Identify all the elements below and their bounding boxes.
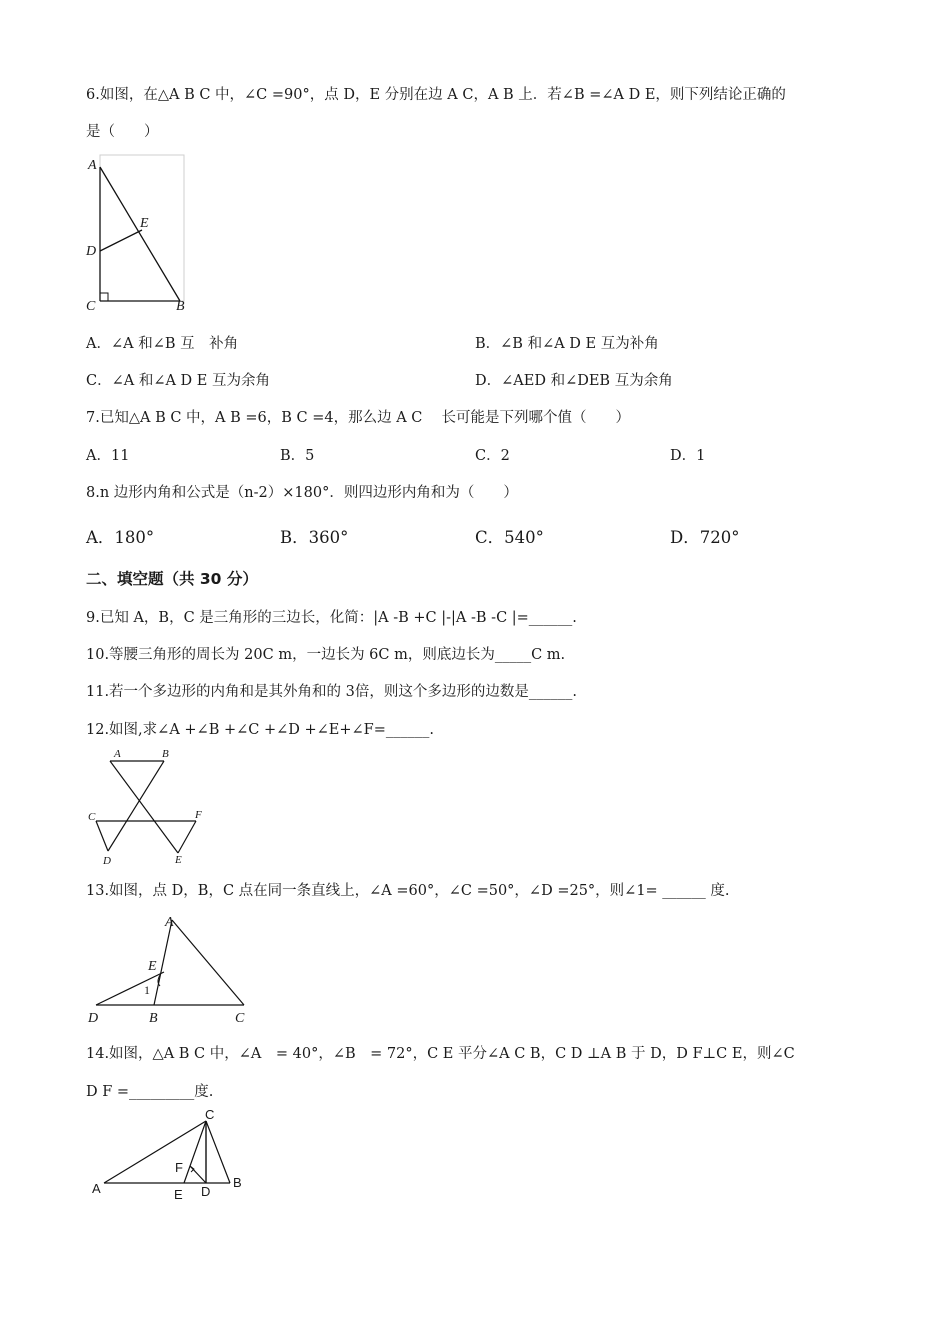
q12-segment-FE [178, 821, 196, 853]
q14-bisector-CE [184, 1121, 206, 1183]
q6-label-C: C [86, 299, 96, 314]
q12-figure [86, 745, 216, 870]
q6-option-a: A．∠A 和∠B 互 补角 [86, 336, 239, 352]
q6-option-b: B．∠B 和∠A D E 互为补角 [475, 336, 659, 352]
q12-label-E: E [175, 854, 182, 866]
q9-stem: 9.已知 A，B，C 是三角形的三边长，化简：|A -B +C |-|A -B -C |=______. [86, 610, 577, 626]
q6-figure [86, 155, 196, 315]
q6-option-c: C．∠A 和∠A D E 互为余角 [86, 373, 270, 389]
section2-heading: 二、填空题（共 30 分） [86, 570, 258, 588]
q14-stem-line1: 14.如图，△A B C 中，∠A = 40°，∠B = 72°，C E 平分∠A C B，C D ⊥A B 于 D，D F⊥C E，则∠C [86, 1046, 795, 1062]
q14-figure [86, 1107, 256, 1205]
q12-stem: 12.如图,求∠A +∠B +∠C +∠D +∠E+∠F=______. [86, 722, 434, 738]
q11-stem: 11.若一个多边形的内角和是其外角和的 3倍，则这个多边形的边数是______. [86, 684, 578, 700]
q6-label-A: A [88, 158, 97, 173]
q8-option-c: C．540° [475, 528, 544, 547]
q13-label-1: 1 [144, 983, 150, 997]
q7-option-d: D．1 [670, 448, 706, 464]
q14-label-E: E [174, 1187, 183, 1202]
q13-figure [86, 912, 256, 1027]
q14-label-D: D [201, 1184, 211, 1199]
q13-label-B: B [149, 1011, 158, 1026]
q14-segment-DF [190, 1166, 206, 1183]
q6-option-d: D．∠AED 和∠DEB 互为余角 [475, 373, 673, 389]
q7-stem: 7.已知△A B C 中，A B =6，B C =4，那么边 A C 长可能是下列哪个值（ ） [86, 410, 630, 426]
q8-option-d: D．720° [670, 528, 740, 547]
q8-stem: 8.n 边形内角和公式是（n-2）×180°．则四边形内角和为（ ） [86, 485, 518, 501]
q14-label-B: B [233, 1175, 242, 1190]
q12-label-C: C [88, 811, 96, 823]
q14-label-F: F [175, 1160, 183, 1175]
q6-segment-DE [100, 230, 142, 251]
q12-segment-CD [96, 821, 108, 851]
q6-stem-line2: 是（ ） [86, 124, 159, 140]
q13-label-E: E [148, 959, 157, 974]
q13-segment-AC [172, 920, 244, 1005]
q12-segment-AE [110, 761, 178, 853]
q6-right-angle-mark [100, 293, 108, 301]
q14-side-CB [206, 1121, 230, 1183]
q6-side-AB [100, 167, 180, 301]
q13-label-D: D [88, 1011, 99, 1026]
q13-segment-AB [154, 920, 172, 1005]
q7-option-a: A．11 [86, 448, 130, 464]
q14-label-C: C [205, 1107, 215, 1122]
q6-label-B: B [176, 299, 185, 314]
q14-label-A: A [92, 1181, 101, 1196]
q12-label-D: D [103, 855, 111, 867]
q6-label-E: E [140, 216, 149, 231]
q13-segment-DE [96, 972, 164, 1005]
q13-label-A: A [165, 915, 174, 930]
q10-stem: 10.等腰三角形的周长为 20C m，一边长为 6C m，则底边长为_____C m. [86, 647, 566, 663]
q13-label-C: C [235, 1011, 245, 1026]
q12-segment-BD [108, 761, 164, 851]
q6-stem-line1: 6.如图，在△A B C 中，∠C =90°，点 D，E 分别在边 A C，A B 上．若∠B =∠A D E，则下列结论正确的 [86, 87, 786, 103]
q14-side-AC [104, 1121, 206, 1183]
q8-option-b: B．360° [280, 528, 349, 547]
q12-label-A: A [114, 748, 121, 760]
q14-stem-line2: D F =_________度. [86, 1084, 214, 1100]
q6-label-D: D [86, 244, 97, 259]
q7-option-c: C．2 [475, 448, 510, 464]
q12-label-F: F [195, 809, 202, 821]
q7-option-b: B．5 [280, 448, 315, 464]
q8-option-a: A．180° [86, 528, 155, 547]
q13-stem: 13.如图，点 D，B，C 点在同一条直线上，∠A =60°，∠C =50°，∠D =25°，则∠1= ______ 度. [86, 883, 730, 899]
q12-label-B: B [162, 748, 169, 760]
